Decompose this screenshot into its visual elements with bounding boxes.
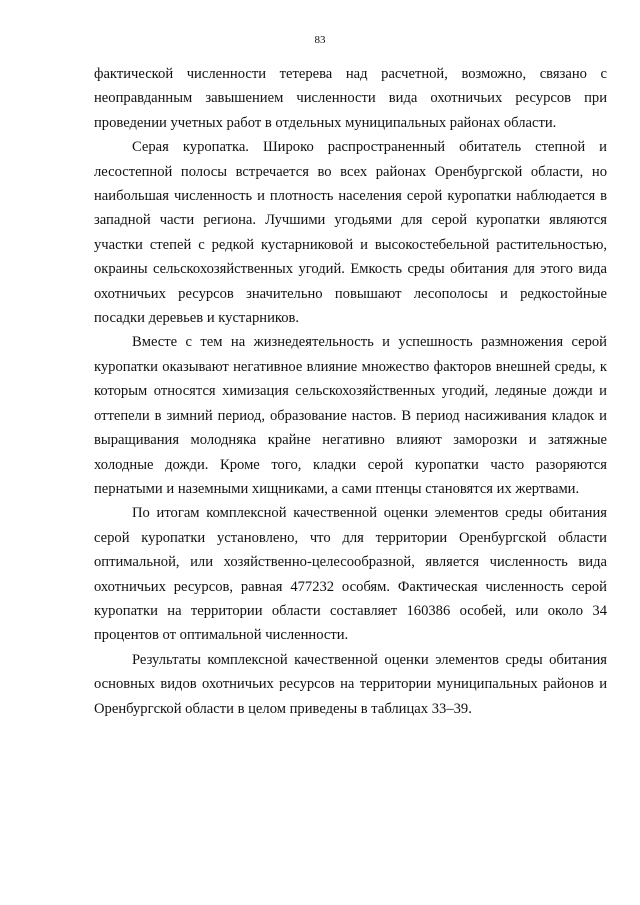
- paragraph-assessment-results: По итогам комплексной качественной оценки элементов среды обитания серой куропатки установлено, что для территории Оренбургской области оптимальной, или хозяйственно-целесообразной, является численность вида охотничьих ресурсов, равная 477232 особям. Фактическая численность серой куропатки на территории области составляет 160386 особей, или около 34 процентов от оптимальной численности.: [94, 505, 607, 644]
- paragraph-negative-factors: Вместе с тем на жизнедеятельность и успешность размножения серой куропатки оказывают негативное влияние множество факторов внешней среды, к которым относятся химизация сельскохозяйственных угодий, ледяные дожди и оттепели в зимний период, образование настов. В период насиживания кладок и выращивания молодняка крайне негативно влияют заморозки и затяжные холодные дожди. Кроме того, кладки серой куропатки часто разоряются пернатыми и наземными хищниками, а сами птенцы становятся их жертвами.: [94, 334, 607, 497]
- paragraph-tables-reference: Результаты комплексной качественной оценки элементов среды обитания основных видов охотничьих ресурсов на территории муниципальных районов и Оренбургской области в целом приведены в таблицах 33–39.: [94, 651, 607, 717]
- paragraph-continuation: фактической численности тетерева над расчетной, возможно, связано с неоправданным завышением численности вида охотничьих ресурсов при проведении учетных работ в отдельных муниципальных районах области.: [94, 66, 607, 131]
- body-text: [94, 62, 607, 721]
- page-number: 83: [314, 34, 326, 46]
- paragraph-grey-partridge-habitat: Серая куропатка. Широко распространенный обитатель степной и лесостепной полосы встречается во всех районах Оренбургской области, но наибольшая численность и плотность населения серой куропатки наблюдается в западной части региона. Лучшими угодьями для серой куропатки являются участки степей с редкой кустарниковой и высокостебельной растительностью, окраины сельскохозяйственных угодий. Емкость среды обитания для этого вида охотничьих ресурсов значительно повышают лесополосы и редкостойные посадки деревьев и кустарников.: [94, 139, 607, 327]
